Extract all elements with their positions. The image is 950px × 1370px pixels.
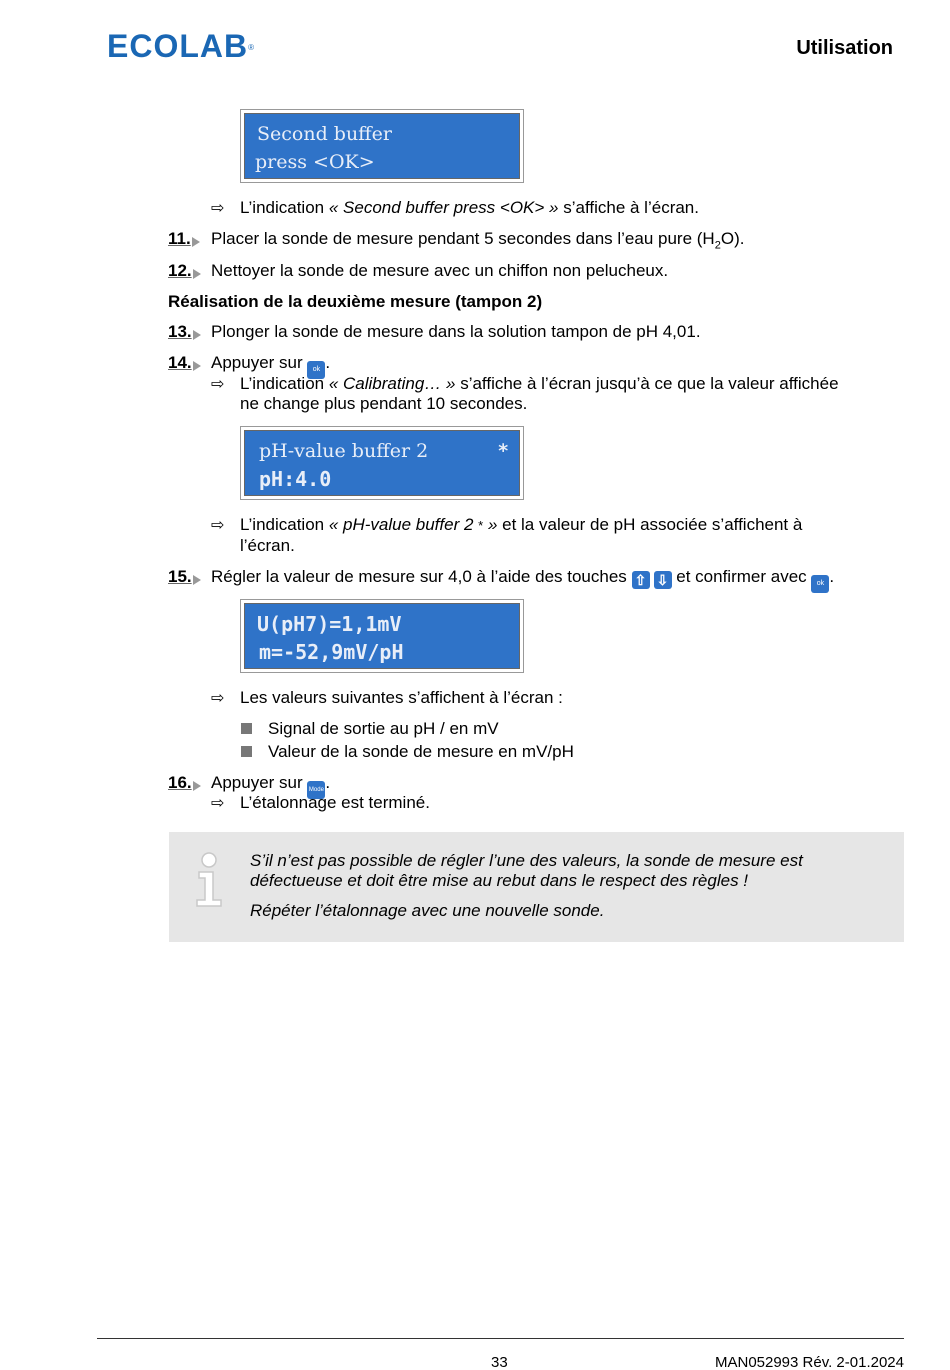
result-arrow-icon: ⇨ [211,690,225,707]
lcd-line-1: pH-value buffer 2 * [259,437,509,465]
result-line: ⇨ L’indication « Calibrating… » s’affiche à l’écran jusqu’à ce que la valeur affichée [211,374,839,393]
step-13 [168,322,201,342]
bullet-square-icon [241,723,252,734]
result-arrow-icon: ⇨ [211,200,225,217]
result-arrow-icon: ⇨ [211,376,225,393]
step-12 [168,261,201,281]
bullet-item: Valeur de la sonde de mesure en mV/pH [241,742,574,762]
ecolab-logo: ECOLAB® [107,28,256,64]
step-number: 15. [168,567,201,586]
step-15 [168,567,201,587]
bullet-item: Signal de sortie au pH / en mV [241,719,499,739]
subheading: Réalisation de la deuxième mesure (tampon 2) [168,292,543,311]
info-icon [193,852,225,908]
result-line: ⇨ Les valeurs suivantes s’affichent à l’écran : [211,688,563,707]
note-line-2: défectueuse et doit être mise au rebut dans le respect des règles ! [250,871,749,890]
result-line-continued: ne change plus pendant 10 secondes. [240,394,528,413]
step-11 [168,229,200,249]
step-16-text: Appuyer sur Mode. [211,773,330,799]
section-title: Utilisation [796,37,893,59]
step-15-text: Régler la valeur de mesure sur 4,0 à l’aide des touches ⇧ ⇩ et confirmer avec ok . [211,567,834,593]
step-16 [168,773,201,793]
note-line-1: S’il n’est pas possible de régler l’une des valeurs, la sonde de mesure est [250,851,803,870]
note-line-3: Répéter l’étalonnage avec une nouvelle sonde. [250,901,605,920]
lcd-line-2: pH:4.0 [259,467,332,491]
footer-divider [97,1338,904,1339]
result-line: ⇨ L’indication « pH-value buffer 2 * » et la valeur de pH associée s’affichent à [211,515,803,534]
page-number: 33 [491,1354,508,1370]
step-number: 16. [168,773,201,792]
step-13-text: Plonger la sonde de mesure dans la solution tampon de pH 4,01. [211,322,701,341]
document-reference: MAN052993 Rév. 2-01.2024 [714,1354,904,1370]
result-line: ⇨ L’étalonnage est terminé. [211,793,430,812]
lcd-display-results [244,603,520,669]
lcd-star: * [497,440,509,462]
up-key-icon: ⇧ [632,571,650,589]
lcd-line-1: U(pH7)=1,1mV [257,612,402,636]
step-number: 14. [168,353,201,372]
step-12-text: Nettoyer la sonde de mesure avec un chiffon non pelucheux. [211,261,669,280]
result-arrow-icon: ⇨ [211,795,225,812]
ok-key-icon: ok [811,575,829,593]
mode-key-icon: Mode [307,781,325,799]
result-line-continued: l’écran. [240,536,295,555]
ok-key-icon: ok [307,361,325,379]
lcd-line-2: press <OK> [255,151,375,173]
lcd-line-2: m=-52,9mV/pH [259,640,404,664]
down-key-icon: ⇩ [654,571,672,589]
step-14-text: Appuyer sur ok . [211,353,330,379]
lcd-display-ph-buffer-2 [244,430,520,496]
step-number: 11. [168,229,200,248]
bullet-square-icon [241,746,252,757]
lcd-line-1: Second buffer [257,123,393,145]
step-14 [168,353,201,373]
step-11-text: Placer la sonde de mesure pendant 5 secondes dans l’eau pure $(H_2O)$. [211,229,745,252]
step-number: 12. [168,261,201,280]
lcd-display-second-buffer [244,113,520,179]
step-number: 13. [168,322,201,341]
result-line: ⇨ L’indication « Second buffer press <OK> » s’affiche à l’écran. [211,198,699,217]
result-arrow-icon: ⇨ [211,517,225,534]
